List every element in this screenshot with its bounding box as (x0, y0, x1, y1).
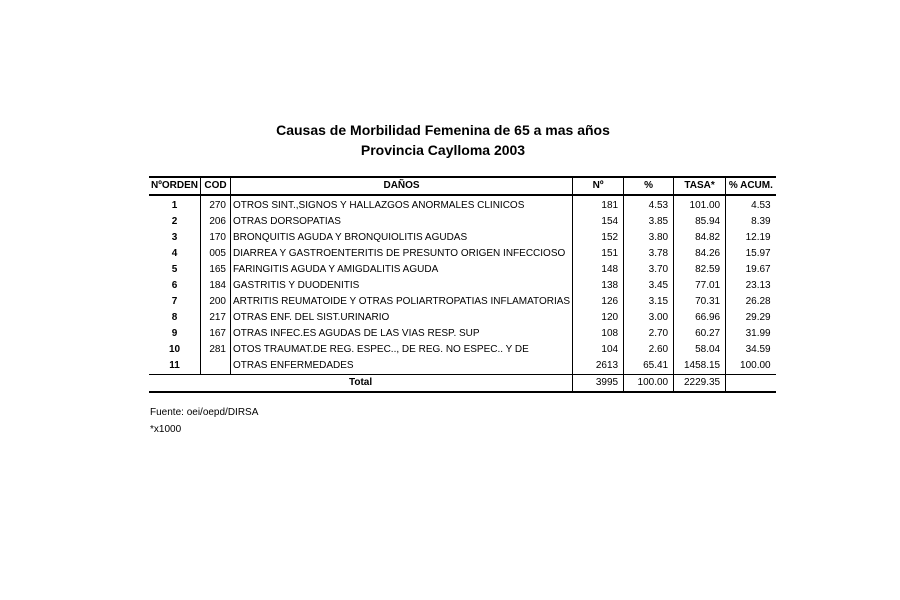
cell-pct: 3.70 (624, 262, 674, 278)
table-row (149, 195, 776, 214)
cell-acum: 19.67 (745, 264, 771, 275)
cell-n: 152 (573, 230, 624, 246)
cell-pct: 2.70 (624, 326, 674, 342)
cell-acum: 23.13 (745, 280, 771, 291)
table-row (149, 230, 776, 246)
cell-pct: 3.85 (624, 214, 674, 230)
header-acum: % ACUM. (728, 180, 773, 191)
cell-orden: 11 (149, 358, 201, 375)
cell-acum: 34.59 (745, 344, 771, 355)
table-row (149, 342, 776, 358)
cell-acum: 4.53 (751, 200, 771, 211)
cell-acum: 8.39 (751, 216, 771, 227)
footnotes (150, 404, 258, 438)
header-pct: % (624, 177, 674, 195)
cell-orden: 1 (149, 195, 201, 214)
cell-cod: 200 (201, 294, 231, 310)
cell-danos: OTRAS INFEC.ES AGUDAS DE LAS VIAS RESP. SUP (231, 326, 573, 342)
table-row (149, 310, 776, 326)
cell-orden: 3 (149, 230, 201, 246)
header-n: Nº (573, 177, 624, 195)
cell-orden: 5 (149, 262, 201, 278)
cell-n: 154 (573, 214, 624, 230)
total-pct: 100.00 (624, 375, 674, 393)
cell-orden: 10 (149, 342, 201, 358)
cell-pct: 65.41 (624, 358, 674, 375)
cell-cod: 167 (201, 326, 231, 342)
cell-cod: 165 (201, 262, 231, 278)
cell-danos: ARTRITIS REUMATOIDE Y OTRAS POLIARTROPATIAS INFLAMATORIAS (231, 294, 573, 310)
cell-tasa: 66.96 (674, 310, 726, 326)
cell-tasa: 60.27 (674, 326, 726, 342)
cell-cod: 005 (201, 246, 231, 262)
cell-tasa: 101.00 (674, 195, 726, 214)
cell-tasa: 77.01 (674, 278, 726, 294)
total-label: Total (149, 375, 573, 393)
cell-n: 2613 (573, 358, 624, 375)
cell-n: 148 (573, 262, 624, 278)
table-row (149, 358, 776, 375)
cell-cod: 170 (201, 230, 231, 246)
cell-acum: 15.97 (745, 248, 771, 259)
header-orden: NºORDEN (149, 177, 201, 195)
table-row (149, 262, 776, 278)
cell-cod: 281 (201, 342, 231, 358)
cell-danos: FARINGITIS AGUDA Y AMIGDALITIS AGUDA (231, 262, 573, 278)
cell-acum: 26.28 (745, 296, 771, 307)
header-danos: DAÑOS (231, 177, 573, 195)
cell-tasa: 82.59 (674, 262, 726, 278)
table-header-row (149, 177, 776, 195)
cell-acum: 100.00 (740, 360, 771, 371)
report-subtitle: Provincia Caylloma 2003 (360, 142, 526, 158)
morbidity-table (149, 176, 776, 393)
total-tasa: 2229.35 (674, 375, 726, 393)
cell-danos: OTROS SINT.,SIGNOS Y HALLAZGOS ANORMALES CLINICOS (231, 195, 573, 214)
cell-acum: 31.99 (745, 328, 771, 339)
title-block (150, 120, 736, 160)
cell-pct: 4.53 (624, 195, 674, 214)
cell-danos: OTRAS ENFERMEDADES (231, 358, 573, 375)
cell-pct: 3.00 (624, 310, 674, 326)
cell-n: 108 (573, 326, 624, 342)
cell-n: 120 (573, 310, 624, 326)
cell-tasa: 1458.15 (674, 358, 726, 375)
cell-cod: 217 (201, 310, 231, 326)
table-row (149, 214, 776, 230)
cell-orden: 6 (149, 278, 201, 294)
cell-pct: 2.60 (624, 342, 674, 358)
table-row (149, 326, 776, 342)
cell-cod: 184 (201, 278, 231, 294)
cell-tasa: 85.94 (674, 214, 726, 230)
cell-orden: 4 (149, 246, 201, 262)
cell-n: 138 (573, 278, 624, 294)
cell-tasa: 70.31 (674, 294, 726, 310)
header-tasa: TASA* (674, 177, 726, 195)
cell-cod: 206 (201, 214, 231, 230)
total-acum-empty (726, 375, 776, 393)
cell-n: 181 (573, 195, 624, 214)
cell-danos: OTOS TRAUMAT.DE REG. ESPEC.., DE REG. NO ESPEC.. Y DE (231, 342, 573, 358)
cell-pct: 3.45 (624, 278, 674, 294)
cell-danos: DIARREA Y GASTROENTERITIS DE PRESUNTO ORIGEN INFECCIOSO (231, 246, 573, 262)
cell-danos: GASTRITIS Y DUODENITIS (231, 278, 573, 294)
rate-note: *x1000 (150, 424, 182, 435)
cell-pct: 3.78 (624, 246, 674, 262)
cell-acum: 12.19 (745, 232, 771, 243)
cell-n: 126 (573, 294, 624, 310)
table-row (149, 294, 776, 310)
cell-pct: 3.80 (624, 230, 674, 246)
total-row (149, 375, 776, 393)
cell-danos: BRONQUITIS AGUDA Y BRONQUIOLITIS AGUDAS (231, 230, 573, 246)
cell-n: 104 (573, 342, 624, 358)
cell-tasa: 58.04 (674, 342, 726, 358)
table-row (149, 278, 776, 294)
cell-orden: 2 (149, 214, 201, 230)
cell-tasa: 84.82 (674, 230, 726, 246)
cell-cod (201, 358, 231, 375)
source-note: Fuente: oei/oepd/DIRSA (150, 407, 259, 418)
table-body (149, 195, 776, 392)
cell-pct: 3.15 (624, 294, 674, 310)
header-cod: COD (201, 177, 231, 195)
cell-orden: 9 (149, 326, 201, 342)
cell-danos: OTRAS ENF. DEL SIST.URINARIO (231, 310, 573, 326)
table-row (149, 246, 776, 262)
cell-acum: 29.29 (745, 312, 771, 323)
report-title: Causas de Morbilidad Femenina de 65 a mas años (276, 122, 610, 138)
cell-n: 151 (573, 246, 624, 262)
cell-cod: 270 (201, 195, 231, 214)
cell-orden: 7 (149, 294, 201, 310)
total-n: 3995 (573, 375, 624, 393)
cell-danos: OTRAS DORSOPATIAS (231, 214, 573, 230)
cell-orden: 8 (149, 310, 201, 326)
cell-tasa: 84.26 (674, 246, 726, 262)
